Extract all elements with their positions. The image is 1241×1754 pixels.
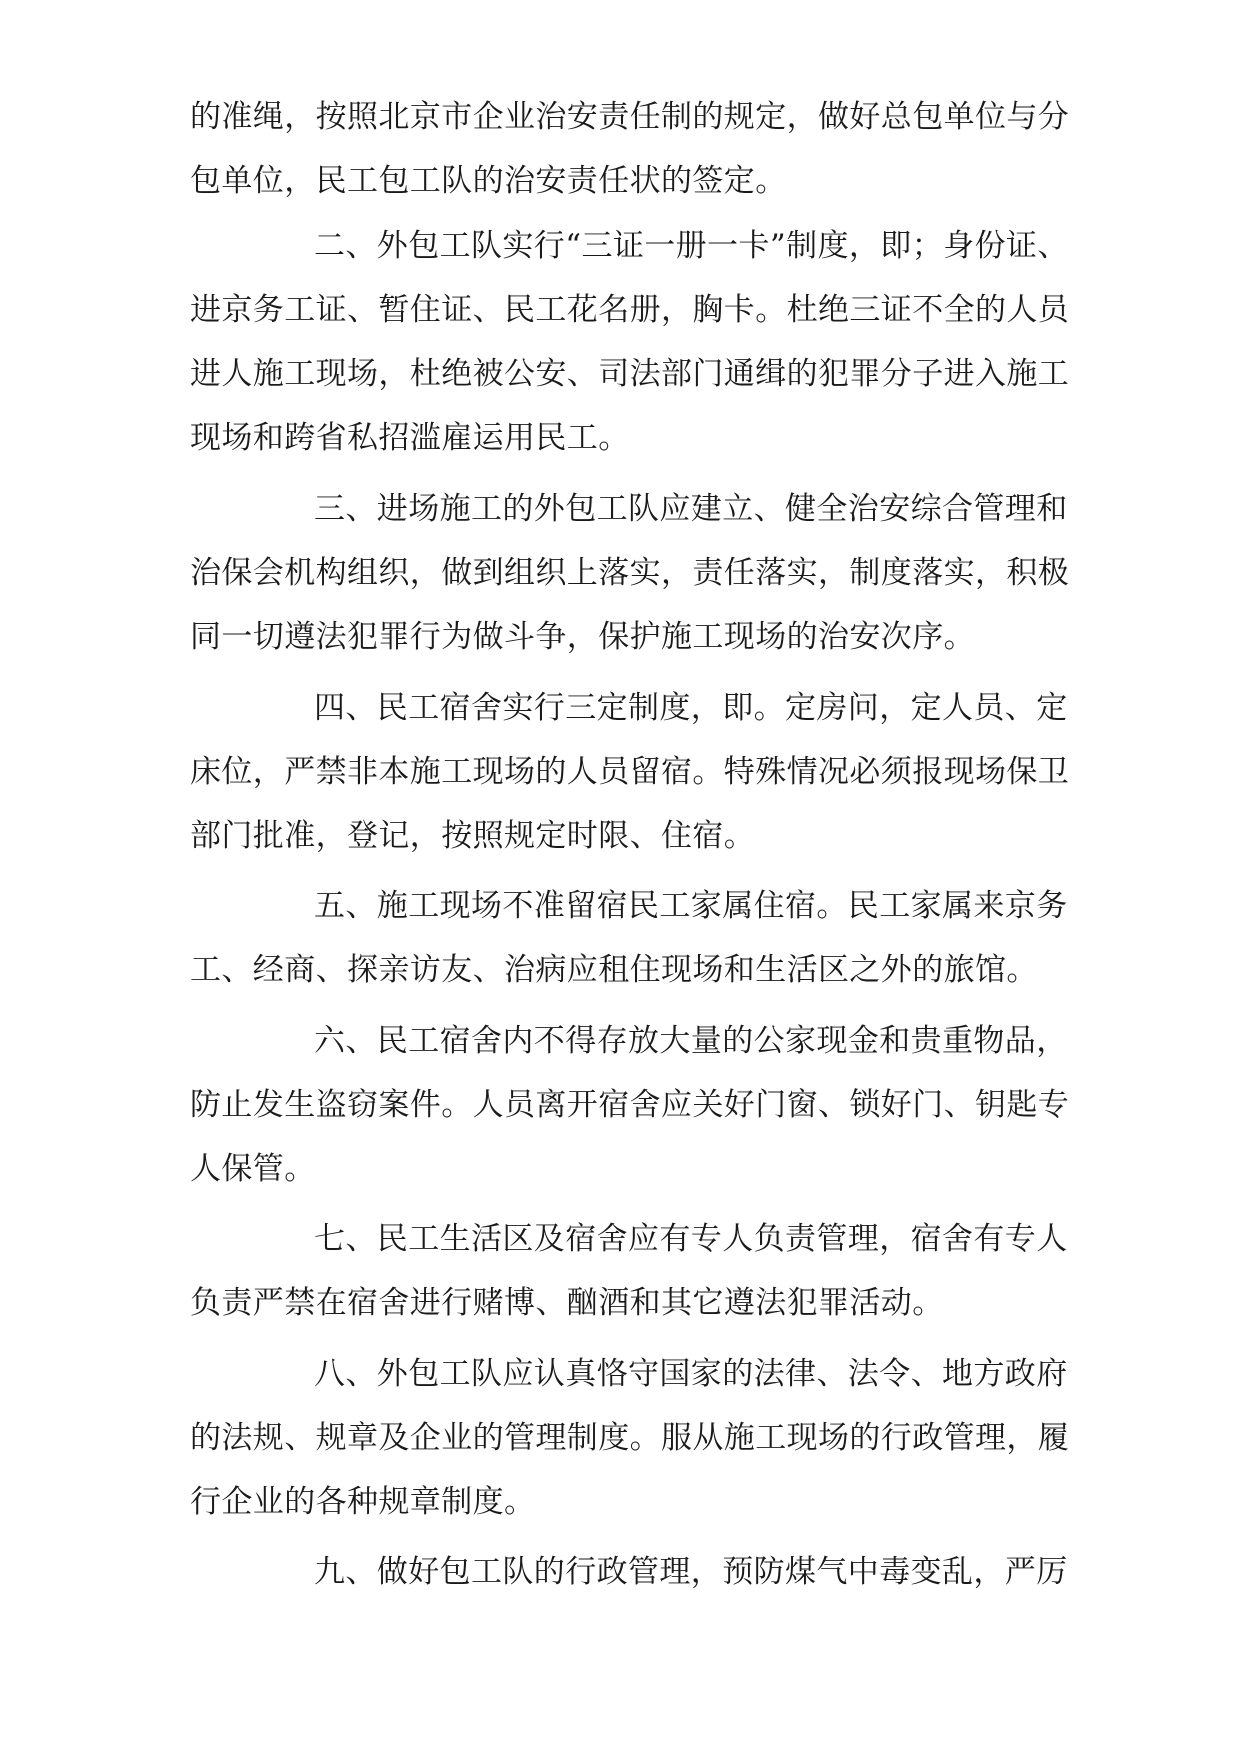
text-line: 八、外包工队应认真恪守国家的法律、法令、地方政府 [314,1356,1068,1392]
text-line: 行企业的各种规章制度。 [190,1484,536,1520]
text-line: 九、做好包工队的行政管理，预防煤气中毒变乱，严厉 [314,1554,1068,1590]
text-line: 五、施工现场不准留宿民工家属住宿。民工家属来京务 [314,888,1068,924]
text-line: 二、外包工队实行“三证一册一卡”制度，即；身份证、 [314,228,1069,264]
text-line: 的准绳，按照北京市企业治安责任制的规定，做好总包单位与分 [190,99,1070,135]
text-line: 负责严禁在宿舍进行赌博、酗酒和其它遵法犯罪活动。 [190,1285,944,1321]
text-line: 治保会机构组织，做到组织上落实，责任落实，制度落实，积极 [190,555,1070,591]
text-line: 床位，严禁非本施工现场的人员留宿。特殊情况必须报现场保卫 [190,754,1070,790]
text-line: 进人施工现场，杜绝被公安、司法部门通缉的犯罪分子进入施工 [190,356,1070,392]
text-line: 防止发生盗窃案件。人员离开宿舍应关好门窗、锁好门、钥匙专 [190,1087,1070,1123]
text-line: 现场和跨省私招滥雇运用民工。 [190,420,630,456]
text-line: 的法规、规章及企业的管理制度。服从施工现场的行政管理，履 [190,1420,1070,1456]
text-line: 三、进场施工的外包工队应建立、健全治安综合管理和 [314,491,1068,527]
text-line: 人保管。 [190,1151,316,1187]
text-line: 部门批准，登记，按照规定时限、住宿。 [190,818,756,854]
text-line: 六、民工宿舍内不得存放大量的公家现金和贵重物品， [314,1023,1068,1059]
text-line: 同一切遵法犯罪行为做斗争，保护施工现场的治安次序。 [190,619,975,655]
text-line: 七、民工生活区及宿舍应有专人负责管理，宿舍有专人 [314,1221,1068,1257]
text-line: 包单位，民工包工队的治安责任状的签定。 [190,163,787,199]
text-line: 工、经商、探亲访友、治病应租住现场和生活区之外的旅馆。 [190,952,1038,988]
text-line: 四、民工宿舍实行三定制度，即。定房问，定人员、定 [314,690,1068,726]
text-line: 进京务工证、暂住证、民工花名册，胸卡。杜绝三证不全的人员 [190,292,1070,328]
